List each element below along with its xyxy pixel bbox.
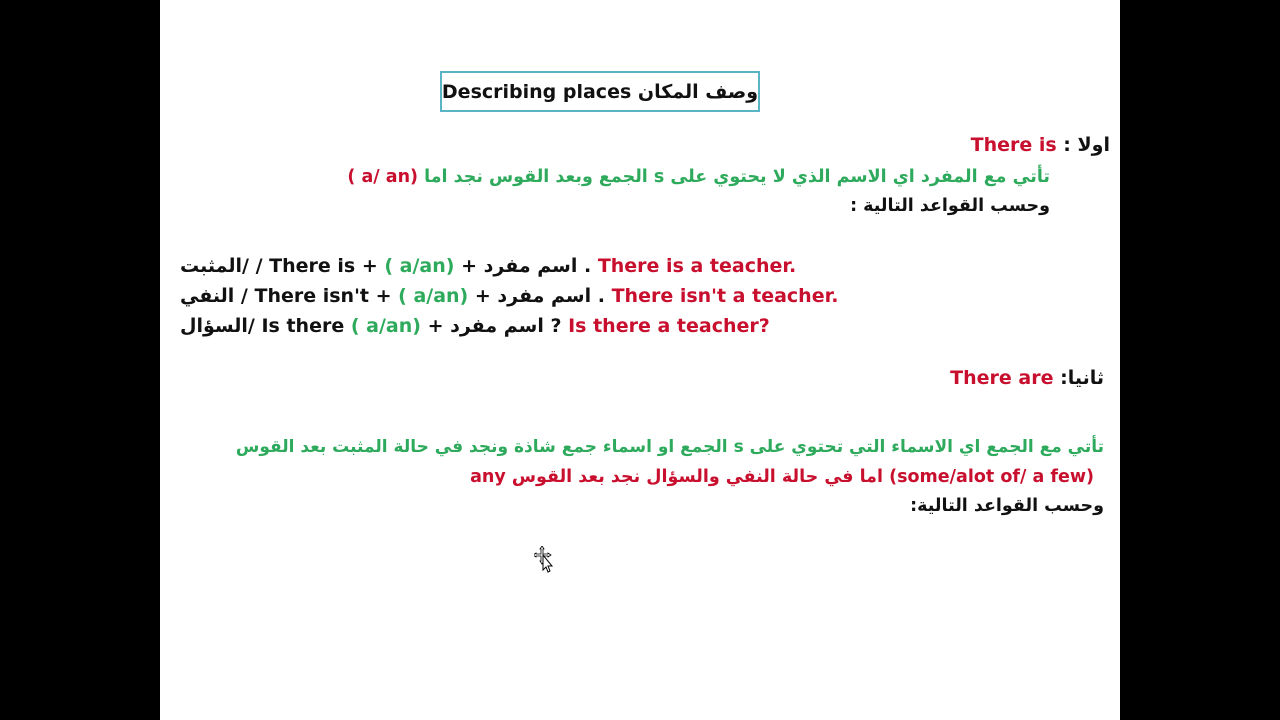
section2-keyword: There are bbox=[950, 367, 1054, 389]
section1-keyword: There is bbox=[970, 134, 1057, 156]
rule-question: السؤال/ Is there ( a/an) + اسم مفرد ? Is there a teacher? bbox=[180, 315, 770, 337]
section1-rules-intro: وحسب القواعد التالية : bbox=[850, 196, 1050, 216]
section2-rules-intro: وحسب القواعد التالية: bbox=[910, 496, 1104, 516]
section1-label: اولا bbox=[1077, 134, 1110, 156]
section2-desc-line2: (some/alot of/ a few) اما في حالة النفي والسؤال نجد بعد القوس any bbox=[470, 467, 1094, 487]
section2-quantifiers: (some/alot of/ a few) bbox=[889, 467, 1094, 487]
example-affirmative: There is a teacher. bbox=[597, 255, 797, 277]
slide bbox=[160, 0, 1120, 720]
section2-label: ثانيا bbox=[1067, 367, 1104, 389]
rule-affirmative: المثبت/ / There is + ( a/an) + اسم مفرد . There is a teacher. bbox=[180, 255, 797, 277]
section1-desc: تأتي مع المفرد اي الاسم الذي لا يحتوي على s الجمع وبعد القوس نجد اما ( a/ an) bbox=[347, 167, 1050, 187]
move-cursor-icon bbox=[534, 546, 554, 574]
rule-negative: النفي / There isn't + ( a/an) + اسم مفرد . There isn't a teacher. bbox=[180, 285, 839, 307]
example-question: Is there a teacher? bbox=[568, 315, 770, 337]
section2-any: any bbox=[470, 467, 506, 487]
section1-header: اولا : There is bbox=[970, 134, 1110, 156]
title-ar: وصف المكان bbox=[637, 80, 759, 103]
section2-header: ثانيا: There are bbox=[950, 367, 1104, 389]
example-negative: There isn't a teacher. bbox=[611, 285, 839, 307]
page-title bbox=[440, 71, 760, 112]
section1-articles: ( a/ an) bbox=[347, 167, 419, 187]
title-en: Describing places bbox=[441, 80, 632, 103]
section2-desc-line1: تأتي مع الجمع اي الاسماء التي تحتوي على s الجمع او اسماء جمع شاذة ونجد في حالة المثبت بعد القوس bbox=[235, 437, 1104, 457]
